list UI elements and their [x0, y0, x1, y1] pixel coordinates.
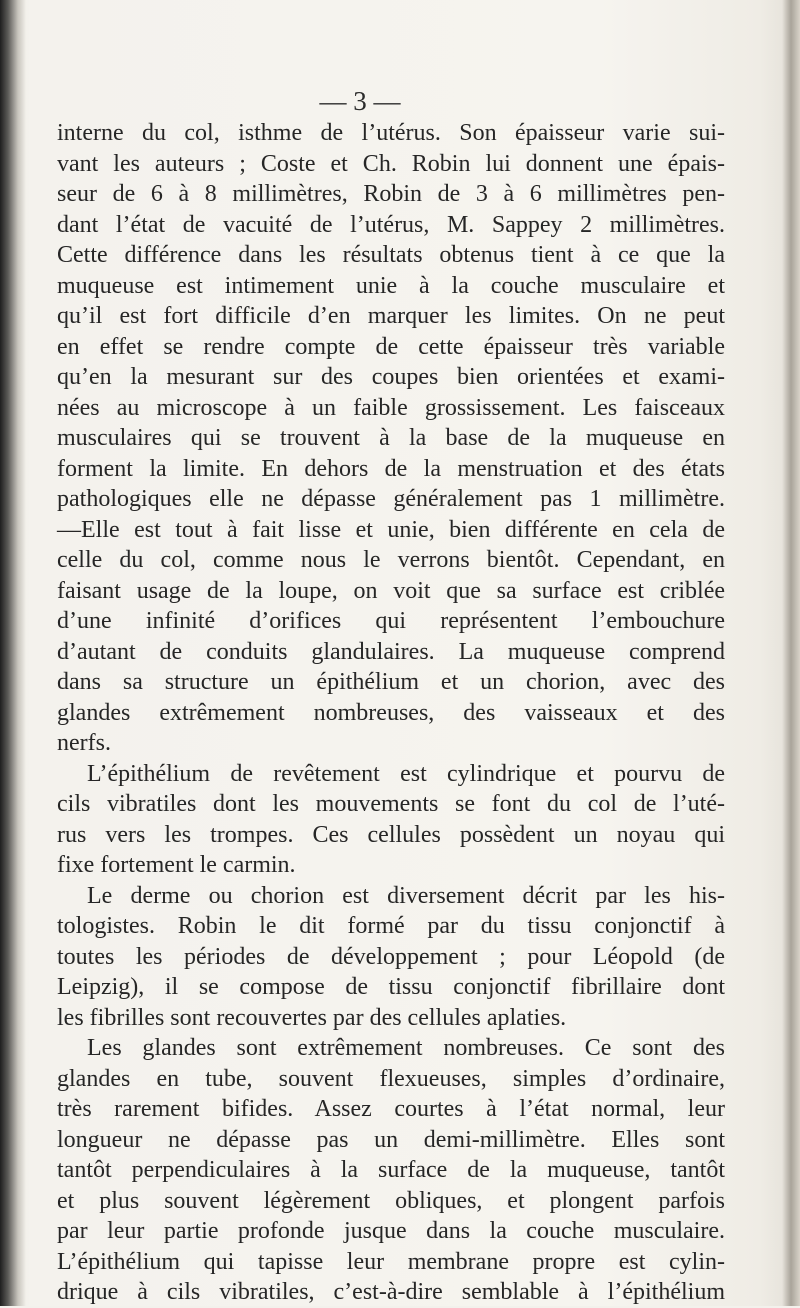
text-line: interne du col, isthme de l’utérus. Son épaisseur varie sui-	[57, 120, 725, 146]
text-line: Le derme ou chorion est diversement décrit par les his-	[87, 882, 725, 909]
page-number: — 3 —	[319, 86, 401, 116]
text-line: d’une infinité d’orifices qui représentent l’embouchure	[57, 608, 725, 634]
text-line: par leur partie profonde jusque dans la couche musculaire.	[57, 1218, 725, 1244]
text-line: drique à cils vibratiles, c’est-à-dire semblable à l’épithélium	[57, 1279, 725, 1305]
text-line: nerfs.	[57, 730, 111, 756]
binding-shadow	[0, 0, 26, 1306]
text-line: glandes extrêmement nombreuses, des vaisseaux et des	[57, 699, 725, 726]
body-text	[57, 118, 725, 1308]
text-line: et plus souvent légèrement obliques, et plongent parfois	[57, 1187, 725, 1214]
text-line: L’épithélium de revêtement est cylindrique et pourvu de	[87, 760, 725, 787]
text-line: Cette différence dans les résultats obtenus tient à ce que la	[57, 242, 725, 268]
text-line: rus vers les trompes. Ces cellules possèdent un noyau qui	[57, 821, 725, 848]
text-line: tologistes. Robin le dit formé par du tissu conjonctif à	[57, 913, 725, 939]
text-line: muqueuse est intimement unie à la couche musculaire et	[57, 272, 725, 299]
page-edge	[782, 0, 800, 1306]
text-line: dant l’état de vacuité de l’utérus, M. Sappey 2 millimètres.	[57, 211, 725, 238]
text-line: forment la limite. En dehors de la menstruation et des états	[57, 455, 725, 482]
text-line: Leipzig), il se compose de tissu conjonctif fibrillaire dont	[57, 974, 725, 1000]
text-line: dans sa structure un épithélium et un chorion, avec des	[57, 669, 725, 695]
text-line: d’autant de conduits glandulaires. La muqueuse comprend	[57, 638, 725, 665]
text-line: L’épithélium qui tapisse leur membrane propre est cylin-	[57, 1248, 725, 1275]
text-line: toutes les périodes de développement ; pour Léopold (de	[57, 943, 725, 970]
text-line: seur de 6 à 8 millimètres, Robin de 3 à 6 millimètres pen-	[57, 181, 725, 207]
text-line: vant les auteurs ; Coste et Ch. Robin lui donnent une épais-	[57, 150, 725, 177]
text-line: très rarement bifides. Assez courtes à l’état normal, leur	[57, 1096, 725, 1122]
text-line: fixe fortement le carmin.	[57, 852, 296, 878]
text-line: faisant usage de la loupe, on voit que sa surface est criblée	[57, 577, 725, 604]
text-line: longueur ne dépasse pas un demi-millimètre. Elles sont	[57, 1126, 725, 1153]
text-line: tantôt perpendiculaires à la surface de la muqueuse, tantôt	[57, 1157, 725, 1183]
text-line: cils vibratiles dont les mouvements se font du col de l’uté-	[57, 791, 725, 817]
text-line: qu’en la mesurant sur des coupes bien orientées et exami-	[57, 364, 725, 390]
text-line: glandes en tube, souvent flexueuses, simples d’ordinaire,	[57, 1065, 725, 1092]
text-line: Les glandes sont extrêmement nombreuses. Ce sont des	[87, 1035, 725, 1061]
text-line: musculaires qui se trouvent à la base de la muqueuse en	[57, 425, 725, 451]
text-line: qu’il est fort difficile d’en marquer les limites. On ne peut	[57, 303, 725, 329]
text-line: —Elle est tout à fait lisse et unie, bien différente en cela de	[57, 516, 725, 543]
text-line: nées au microscope à un faible grossissement. Les faisceaux	[57, 394, 725, 421]
text-line: les fibrilles sont recouvertes par des cellules aplaties.	[57, 1004, 567, 1031]
text-line: en effet se rendre compte de cette épaisseur très variable	[57, 333, 725, 360]
text-line: celle du col, comme nous le verrons bientôt. Cependant, en	[57, 547, 725, 573]
text-line: pathologiques elle ne dépasse généralement pas 1 millimètre.	[57, 486, 725, 512]
